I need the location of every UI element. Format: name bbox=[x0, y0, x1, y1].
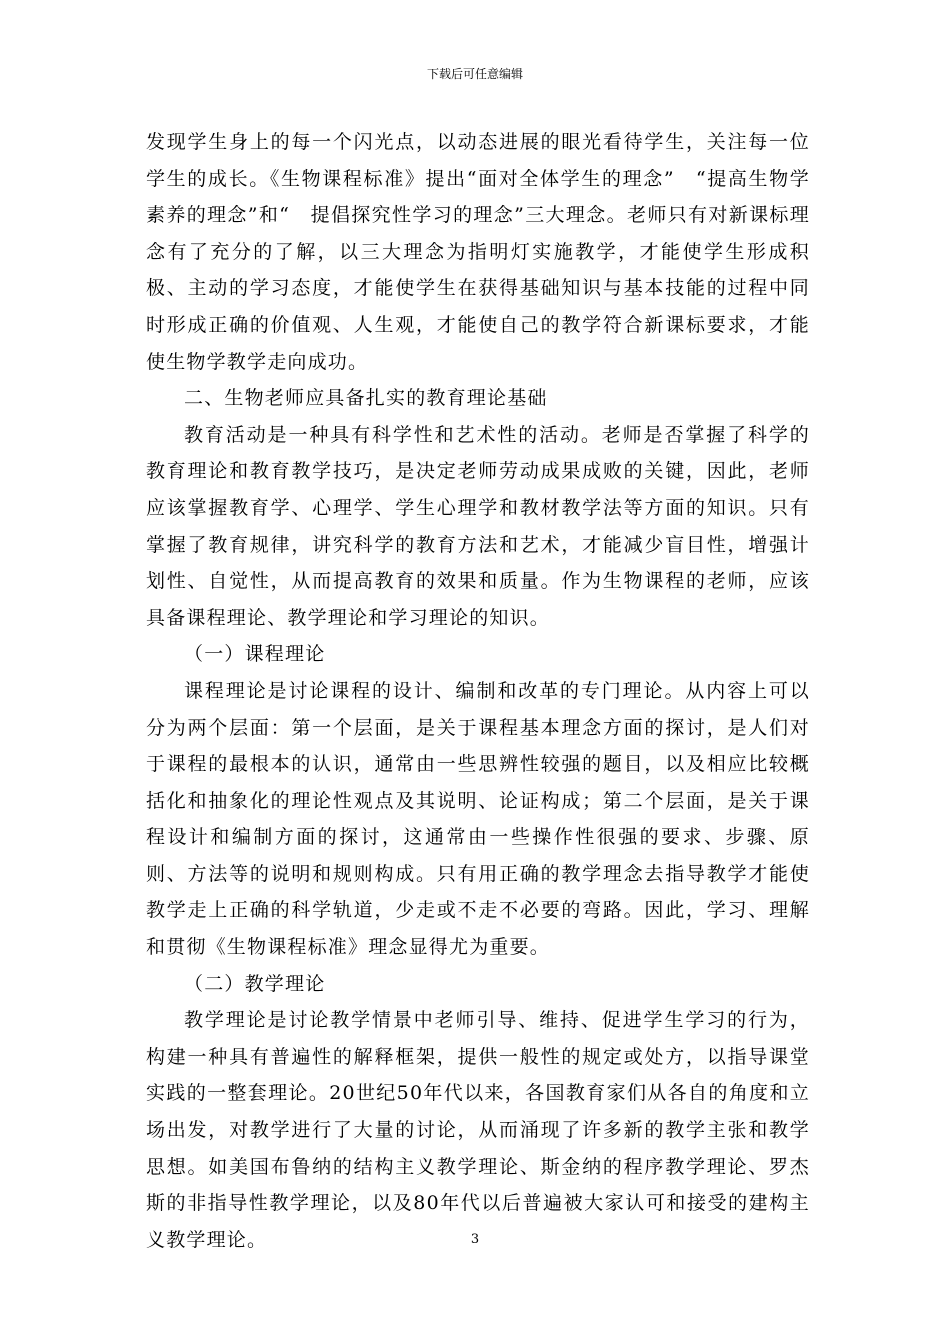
subsection-heading: （二）教学理论 bbox=[184, 972, 326, 995]
document-body bbox=[146, 124, 810, 1258]
paragraph: 课程理论是讨论课程的设计、编制和改革的专门理论。从内容上可以分为两个层面：第一个层面，是关于课程基本理念方面的探讨，是人们对于课程的最根本的认识，通常由一些思辨性较强的题目，以及相应比较概括化和抽象化的理论性观点及其说明、论证构成；第二个层面，是关于课程设计和编制方面的探讨，这通常由一些操作性很强的要求、步骤、原则、方法等的说明和规则构成。只有用正确的教学理念去指导教学才能使教学走上正确的科学轨道，少走或不走不必要的弯路。因此，学习、理解和贯彻《生物课程标准》理念显得尤为重要。 bbox=[146, 679, 810, 959]
paragraph: 教育活动是一种具有科学性和艺术性的活动。老师是否掌握了科学的教育理论和教育教学技巧，是决定老师劳动成果成败的关键，因此，老师应该掌握教育学、心理学、学生心理学和教材教学法等方面的知识。只有掌握了教育规律，讲究科学的教育方法和艺术，才能减少盲目性，增强计划性、自觉性，从而提高教育的效果和质量。作为生物课程的老师，应该具备课程理论、教学理论和学习理论的知识。 bbox=[146, 423, 810, 629]
subsection-heading: （一）课程理论 bbox=[184, 643, 326, 666]
page-header: 下载后可任意编辑 bbox=[426, 67, 523, 81]
paragraph: 教学理论是讨论教学情景中老师引导、维持、促进学生学习的行为，构建一种具有普遍性的解释框架，提供一般性的规定或处方，以指导课堂实践的一整套理论。20世纪50年代以来，各国教育家们从各自的角度和立场出发，对教学进行了大量的讨论，从而涌现了许多新的教学主张和教学思想。如美国布鲁纳的结构主义教学理论、斯金纳的程序教学理论、罗杰斯的非指导性教学理论，以及80年代以后普遍被大家认可和接受的建构主义教学理论。 bbox=[146, 1009, 810, 1251]
section-heading: 二、生物老师应具备扎实的教育理论基础 bbox=[184, 387, 548, 410]
page-number: 3 bbox=[470, 1232, 480, 1247]
paragraph-continued: 发现学生身上的每一个闪光点，以动态进展的眼光看待学生，关注每一位学生的成长。《生物课程标准》提出“面对全体学生的理念” “提高生物学素养的理念”和“ 提倡探究性学习的理念”三大理念。老师只有对新课标理念有了充分的了解，以三大理念为指明灯实施教学，才能使学生形成积极、主动的学习态度，才能使学生在获得基础知识与基本技能的过程中同时形成正确的价值观、人生观，才能使自己的教学符合新课标要求，才能使生物学教学走向成功。 bbox=[146, 131, 810, 373]
